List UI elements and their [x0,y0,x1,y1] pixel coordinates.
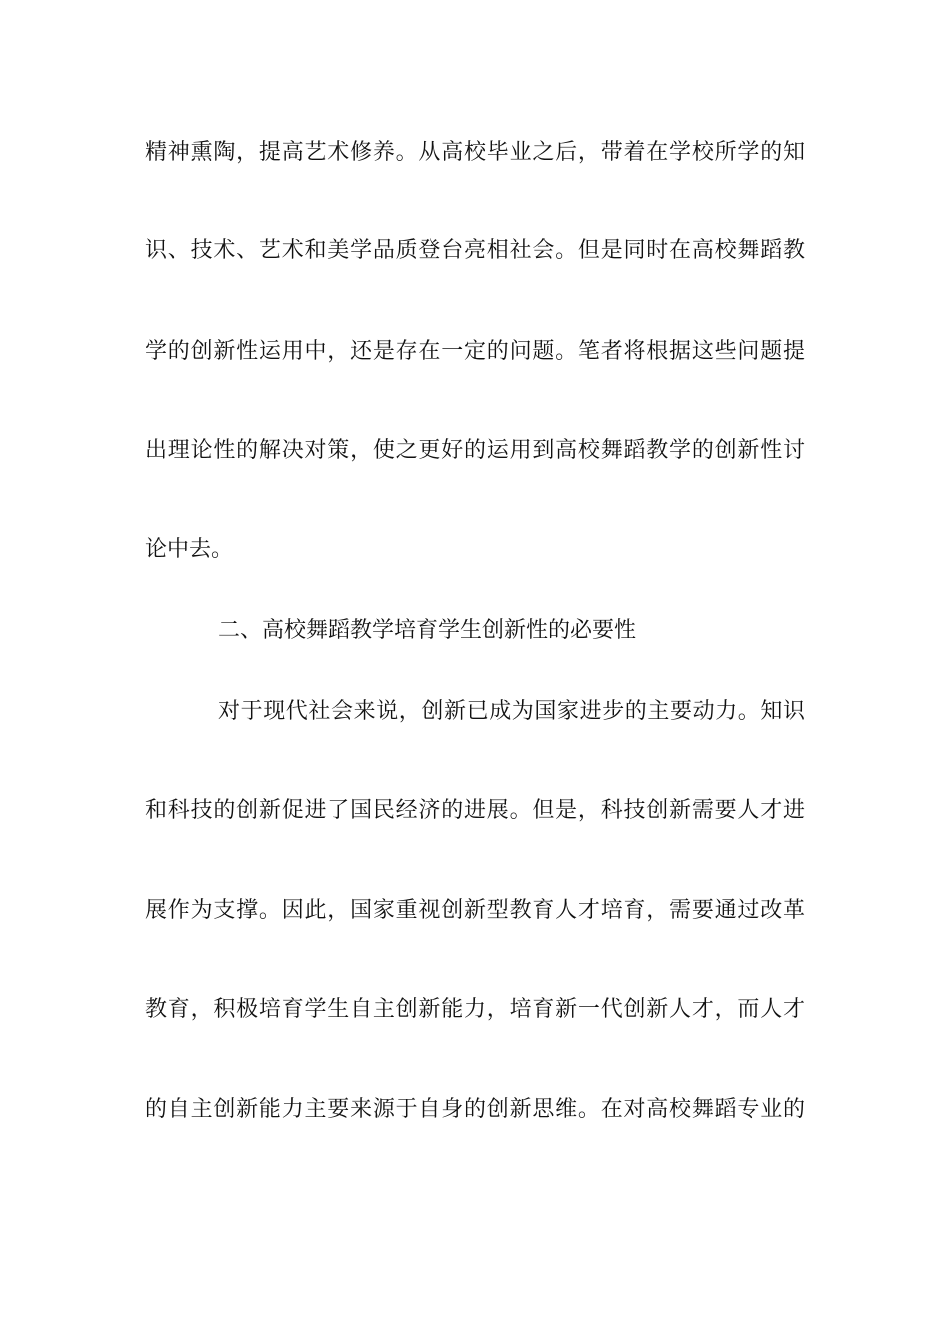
paragraph-line: 学的创新性运用中，还是存在一定的问题。笔者将根据这些问题提 [145,339,805,364]
paragraph-line: 教育，积极培育学生自主创新能力，培育新一代创新人才，而人才 [145,997,805,1022]
paragraph-line: 和科技的创新促进了国民经济的进展。但是，科技创新需要人才进 [145,798,805,823]
paragraph-line: 识、技术、艺术和美学品质登台亮相社会。但是同时在高校舞蹈教 [145,238,805,263]
paragraph-line: 精神熏陶，提高艺术修养。从高校毕业之后，带着在学校所学的知 [145,140,805,165]
paragraph-line: 展作为支撑。因此，国家重视创新型教育人才培育，需要通过改革 [145,898,805,923]
section-heading: 二、高校舞蹈教学培育学生创新性的必要性 [218,618,637,643]
paragraph-line: 出理论性的解决对策，使之更好的运用到高校舞蹈教学的创新性讨 [145,438,805,463]
paragraph-line: 对于现代社会来说，创新已成为国家进步的主要动力。知识 [218,699,805,724]
paragraph-line: 论中去。 [145,537,234,562]
paragraph-line: 的自主创新能力主要来源于自身的创新思维。在对高校舞蹈专业的 [145,1097,805,1122]
